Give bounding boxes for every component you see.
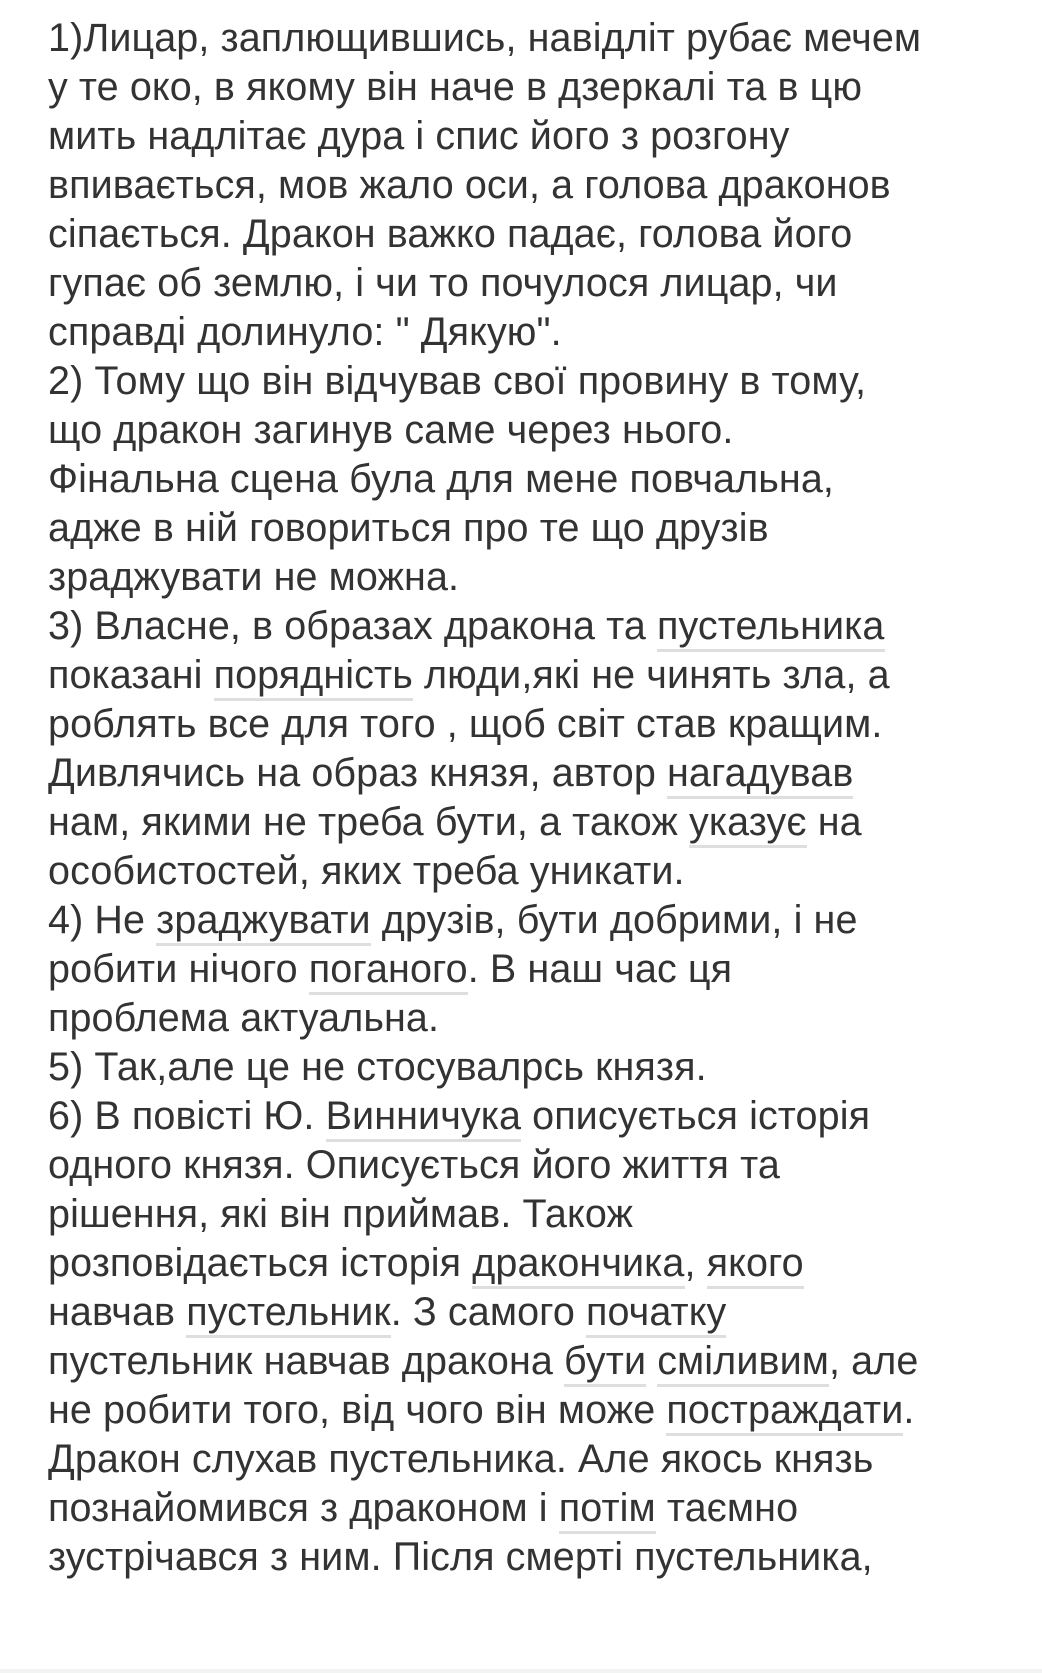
text-line	[48, 455, 1038, 504]
text-segment: розповідається історія	[48, 1241, 473, 1285]
keyword-link[interactable]: потім	[559, 1486, 656, 1534]
text-segment: Фінальна сцена була для мене повчальна,	[48, 457, 834, 501]
text-line	[48, 945, 1038, 994]
text-line	[48, 14, 1038, 63]
text-segment: 5) Так,але це не стосувалрсь князя.	[48, 1045, 707, 1089]
answer-text	[48, 14, 1038, 1582]
text-segment: показані	[48, 653, 214, 697]
keyword-link[interactable]: порядність	[214, 653, 413, 701]
text-segment: 6) В повісті Ю.	[48, 1094, 326, 1138]
text-segment: люди,які не чинять зла, а	[412, 653, 890, 697]
text-segment: впивається, мов жало оси, а голова драконов	[48, 163, 891, 207]
text-line	[48, 602, 1038, 651]
text-line	[48, 651, 1038, 700]
keyword-link[interactable]: сміливим	[657, 1339, 829, 1387]
text-line	[48, 1435, 1038, 1484]
text-segment: на	[806, 800, 862, 844]
text-segment: рішення, які він приймав. Також	[48, 1192, 633, 1236]
text-segment: робити нічого	[48, 947, 309, 991]
text-line	[48, 896, 1038, 945]
keyword-link[interactable]: пустельника	[657, 604, 884, 652]
text-line	[48, 749, 1038, 798]
text-segment: мить надлітає дура і спис його з розгону	[48, 114, 790, 158]
text-segment: пустельник навчав дракона	[48, 1339, 565, 1383]
keyword-link[interactable]: дракончика	[472, 1241, 684, 1289]
text-line	[48, 1337, 1038, 1386]
text-segment: проблема актуальна.	[48, 996, 440, 1040]
text-line	[48, 1239, 1038, 1288]
keyword-link[interactable]: нагадував	[667, 751, 853, 799]
text-line	[48, 1043, 1038, 1092]
text-line	[48, 1533, 1038, 1582]
text-line	[48, 1386, 1038, 1435]
keyword-link[interactable]: пустельник	[186, 1290, 391, 1338]
text-segment: не робити того, від чого він може	[48, 1388, 667, 1432]
text-line	[48, 1190, 1038, 1239]
text-segment: нам, якими не треба бути, а також	[48, 800, 690, 844]
text-segment: . В наш час ця	[467, 947, 733, 991]
text-line	[48, 1141, 1038, 1190]
text-segment: Дракон слухав пустельника. Але якось князь	[48, 1437, 874, 1481]
text-line	[48, 259, 1038, 308]
text-segment: зраджувати не можна.	[48, 555, 460, 599]
text-line	[48, 847, 1038, 896]
text-line	[48, 553, 1038, 602]
text-line	[48, 112, 1038, 161]
text-segment: 1)Лицар, заплющившись, навідліт рубає мечем	[48, 16, 922, 60]
text-segment: адже в ній говориться про те що друзів	[48, 506, 769, 550]
text-line	[48, 357, 1038, 406]
text-segment: друзів, бути добрими, і не	[370, 898, 858, 942]
keyword-link[interactable]: якого	[707, 1241, 804, 1289]
text-line	[48, 308, 1038, 357]
text-segment: , але	[829, 1339, 919, 1383]
text-line	[48, 504, 1038, 553]
keyword-link[interactable]: постраждати	[666, 1388, 903, 1436]
text-segment: що дракон загинув саме через нього.	[48, 408, 734, 452]
text-segment: ,	[684, 1241, 707, 1285]
text-segment	[646, 1339, 657, 1383]
text-line	[48, 1288, 1038, 1337]
keyword-link[interactable]: початку	[586, 1290, 726, 1338]
text-segment: Дивлячись на образ князя, автор	[48, 751, 667, 795]
keyword-link[interactable]: зраджувати	[156, 898, 371, 946]
text-line	[48, 406, 1038, 455]
text-line	[48, 700, 1038, 749]
text-segment: справді долинуло: " Дякую".	[48, 310, 562, 354]
text-line	[48, 798, 1038, 847]
keyword-link[interactable]: Винничука	[326, 1094, 521, 1142]
text-segment: гупає об землю, і чи то почулося лицар, чи	[48, 261, 838, 305]
text-segment: навчав	[48, 1290, 187, 1334]
text-segment: зустрічався з ним. Після смерті пустельника,	[48, 1535, 873, 1579]
keyword-link[interactable]: поганого	[309, 947, 468, 995]
text-segment: 3) Власне, в образах дракона та	[48, 604, 658, 648]
text-segment: таємно	[655, 1486, 799, 1530]
text-segment: 2) Тому що він відчував свої провину в тому,	[48, 359, 867, 403]
text-segment: . З самого	[390, 1290, 586, 1334]
text-line	[48, 1092, 1038, 1141]
text-segment: сіпається. Дракон важко падає, голова його	[48, 212, 853, 256]
text-segment: у те око, в якому він наче в дзеркалі та в цю	[48, 65, 863, 109]
text-line	[48, 1484, 1038, 1533]
text-line	[48, 210, 1038, 259]
text-segment: особистостей, яких треба уникати.	[48, 849, 685, 893]
keyword-link[interactable]: указує	[689, 800, 807, 848]
text-segment: роблять все для того , щоб світ став кращим.	[48, 702, 883, 746]
text-segment: описується історія	[521, 1094, 871, 1138]
text-segment: .	[903, 1388, 915, 1432]
text-segment: познайомився з драконом і	[48, 1486, 559, 1530]
bottom-divider	[0, 1669, 1042, 1673]
text-line	[48, 994, 1038, 1043]
keyword-link[interactable]: бути	[564, 1339, 646, 1387]
text-line	[48, 161, 1038, 210]
text-segment: 4) Не	[48, 898, 157, 942]
text-segment: одного князя. Описується його життя та	[48, 1143, 780, 1187]
text-line	[48, 63, 1038, 112]
